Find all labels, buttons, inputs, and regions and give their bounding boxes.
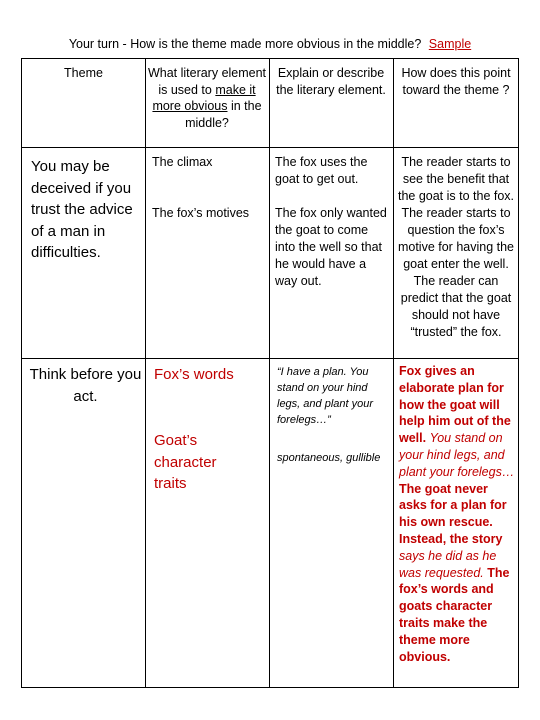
header-explain: Explain or describe the literary element.	[276, 66, 386, 97]
header-theme: Theme	[64, 66, 103, 80]
header-element-tail: in the middle?	[185, 99, 262, 130]
row1-point: The reader starts to see the benefit that the goat is to the fox. The reader starts to question the fox’s motive for having the goat enter the well. The reader can predict that the goat should not have “trusted” the fox.	[397, 155, 515, 339]
row1-element-motives: The fox’s motives	[152, 206, 250, 220]
row1-explain-motives: The fox only wanted the goat to come into the well so that he would have a way out.	[275, 206, 387, 288]
column-divider	[269, 59, 270, 687]
row1-element-climax: The climax	[152, 155, 213, 169]
row1-explain-climax: The fox uses the goat to get out.	[275, 155, 368, 186]
row-divider	[22, 147, 518, 148]
row2-element-traits: Goat’s character traits	[154, 432, 217, 492]
header-point: How does this point toward the theme ?	[401, 66, 511, 97]
sample-link[interactable]: Sample	[428, 37, 472, 51]
row2-explain-words: “I have a plan. You stand on your hind legs, and plant your forelegs…”	[277, 366, 374, 426]
header-element-underline: make it more obvious	[152, 82, 256, 113]
column-divider	[145, 59, 146, 687]
header-element-text: What literary element is used to	[147, 66, 267, 97]
column-divider	[393, 59, 394, 687]
row2-point-conclusion: The fox’s words and goats character traits make the theme more obvious.	[399, 565, 510, 664]
page-title	[0, 37, 540, 51]
row2-point-never-asks: The goat never asks for a plan for his own rescue. Instead, the story	[399, 481, 507, 546]
row1-theme: You may be deceived if you trust the advice of a man in difficulties.	[31, 158, 133, 261]
row2-point-requested: says he did as he was requested.	[399, 548, 497, 580]
title-text: Your turn - How is the theme made more obvious in the middle?	[68, 37, 422, 51]
theme-table	[21, 58, 519, 688]
row2-theme: Think before you act.	[29, 366, 142, 405]
row2-point-quote: You stand on your hind legs, and plant your forelegs…	[399, 431, 515, 479]
row2-element-words: Fox’s words	[154, 366, 234, 383]
row2-point-plan: Fox gives an elaborate plan for how the goat will help him out of the well.	[399, 364, 511, 446]
row2-explain-traits: spontaneous, gullible	[277, 452, 381, 464]
header-element	[147, 65, 267, 131]
row2-point	[399, 363, 515, 665]
row-divider	[22, 358, 518, 359]
